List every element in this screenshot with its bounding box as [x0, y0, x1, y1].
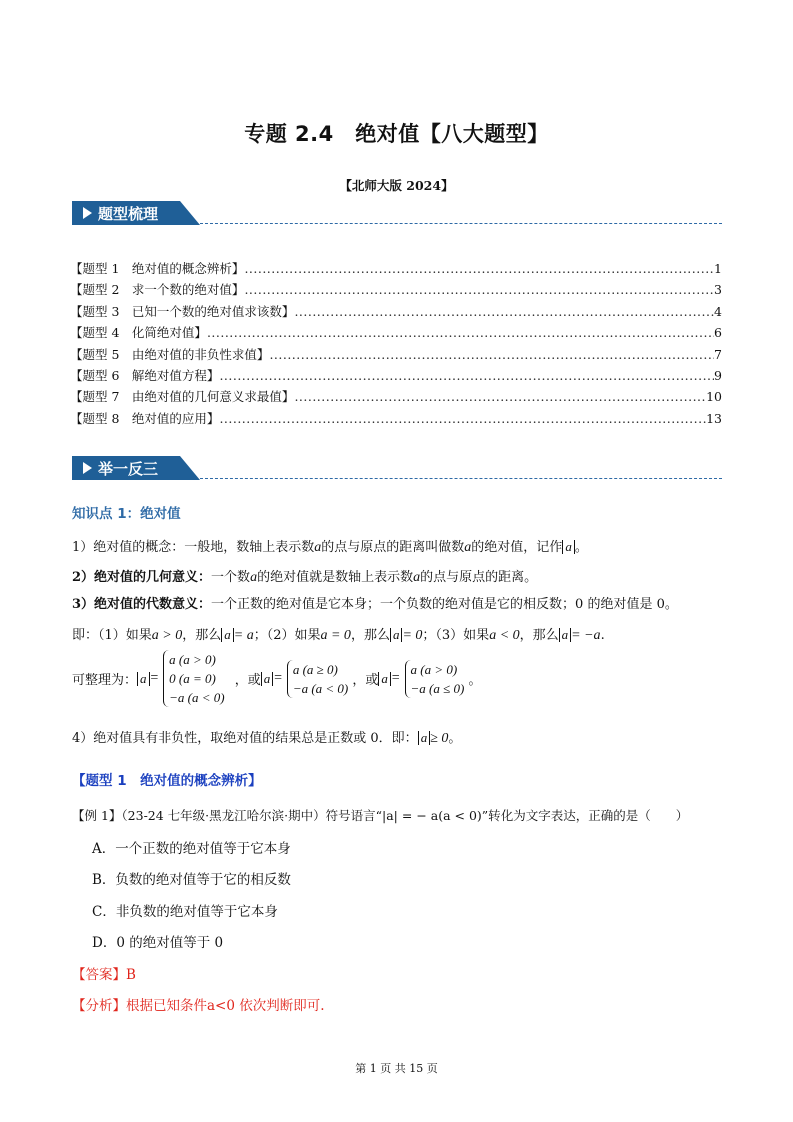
- option-b[interactable]: B．负数的绝对值等于它的相反数: [92, 872, 291, 888]
- page-footer: 第 1 页 共 15 页: [355, 1062, 438, 1075]
- toc-entry[interactable]: [70, 386, 722, 407]
- cases-block-3: a (a > 0) −a (a ≤ 0): [405, 660, 465, 698]
- toc-entry-label: 【题型 4 化简绝对值】: [70, 325, 207, 341]
- toc-entry-page: 7: [714, 346, 722, 362]
- knowledge-paragraph-3: 3）绝对值的代数意义：一个正数的绝对值是它本身；一个负数的绝对值是它的相反数；0 的绝对值是 0。: [72, 597, 678, 612]
- toc-entry-page: 9: [714, 367, 722, 383]
- cases-block-2: a (a ≥ 0) −a (a < 0): [287, 660, 348, 698]
- toc-entry-label: 【题型 3 已知一个数的绝对值求该数】: [70, 303, 295, 319]
- type-1-heading: 【题型 1 绝对值的概念辨析】: [72, 773, 262, 789]
- toc-entry-label: 【题型 1 绝对值的概念辨析】: [70, 261, 245, 276]
- section-banner-practice: [72, 456, 722, 480]
- knowledge-paragraph-2: 2）绝对值的几何意义：一个数a的绝对值就是数轴上表示数a的点与原点的距离。: [72, 570, 538, 585]
- table-of-contents: [70, 258, 722, 429]
- analysis-line: 【分析】根据已知条件a<0 依次判断即可.: [72, 998, 325, 1014]
- banner-divider: [200, 478, 722, 479]
- toc-entry-page: 3: [714, 282, 722, 298]
- play-icon: [83, 462, 92, 474]
- banner-divider: [200, 223, 722, 224]
- abs-a: a: [562, 540, 575, 554]
- toc-entry[interactable]: [70, 322, 722, 343]
- toc-entry[interactable]: [70, 344, 722, 365]
- toc-entry-label: 【题型 8 绝对值的应用】: [70, 410, 220, 426]
- cases-block-1: a (a > 0) 0 (a = 0) −a (a < 0): [163, 650, 224, 707]
- play-icon: [83, 207, 92, 219]
- knowledge-heading: 知识点 1：绝对值: [72, 506, 181, 522]
- toc-entry[interactable]: [70, 408, 722, 429]
- example-question: 【例 1】（23-24 七年级·黑龙江哈尔滨·期中）符号语言“|a| = − a(a < 0)”转化为文字表达，正确的是（ ）: [72, 808, 689, 823]
- toc-entry[interactable]: [70, 258, 722, 279]
- toc-entry[interactable]: [70, 279, 722, 300]
- toc-entry-page: 6: [714, 325, 722, 341]
- toc-entry-label: 【题型 6 解绝对值方程】: [70, 367, 220, 383]
- knowledge-paragraph-6: 4）绝对值具有非负性，取绝对值的结果总是正数或 0．即： a ≥ 0。: [72, 730, 462, 746]
- toc-entry-label: 【题型 7 由绝对值的几何意义求最值】: [70, 389, 295, 405]
- toc-entry[interactable]: [70, 301, 722, 322]
- knowledge-paragraph-5: 可整理为： a = a (a > 0) 0 (a = 0) −a (a < 0) ，或 a = a (a ≥ 0) −a (a < 0) ，或 a = a (a > 0) −a (a ≤ 0) 。: [72, 652, 482, 705]
- knowledge-paragraph-4: 即：（1）如果a > 0，那么 a = a；（2）如果a = 0，那么 a = 0；（3）如果a < 0，那么 a = −a.: [72, 627, 605, 643]
- document-title: 专题 2.4 绝对值【八大题型】: [244, 122, 549, 146]
- option-a[interactable]: A．一个正数的绝对值等于它本身: [92, 841, 291, 857]
- toc-entry-label: 【题型 2 求一个数的绝对值】: [70, 282, 245, 298]
- answer-line: 【答案】B: [72, 967, 136, 983]
- option-c[interactable]: C．非负数的绝对值等于它本身: [92, 904, 278, 920]
- toc-entry[interactable]: [70, 365, 722, 386]
- toc-entry-page: 1: [714, 261, 722, 276]
- toc-entry-page: 13: [706, 410, 722, 426]
- toc-entry-page: 4: [714, 303, 722, 319]
- knowledge-paragraph-1: 1）绝对值的概念：一般地，数轴上表示数a的点与原点的距离叫做数a的绝对值，记作 a 。: [72, 539, 588, 555]
- edition-label: 【北师大版 2024】: [339, 178, 454, 193]
- banner-label: 题型梳理: [98, 205, 159, 223]
- toc-entry-label: 【题型 5 由绝对值的非负性求值】: [70, 346, 270, 362]
- banner-label: 举一反三: [98, 460, 159, 478]
- option-d[interactable]: D．0 的绝对值等于 0: [92, 935, 224, 951]
- toc-entry-page: 10: [706, 389, 722, 405]
- section-banner-toc: [72, 201, 722, 225]
